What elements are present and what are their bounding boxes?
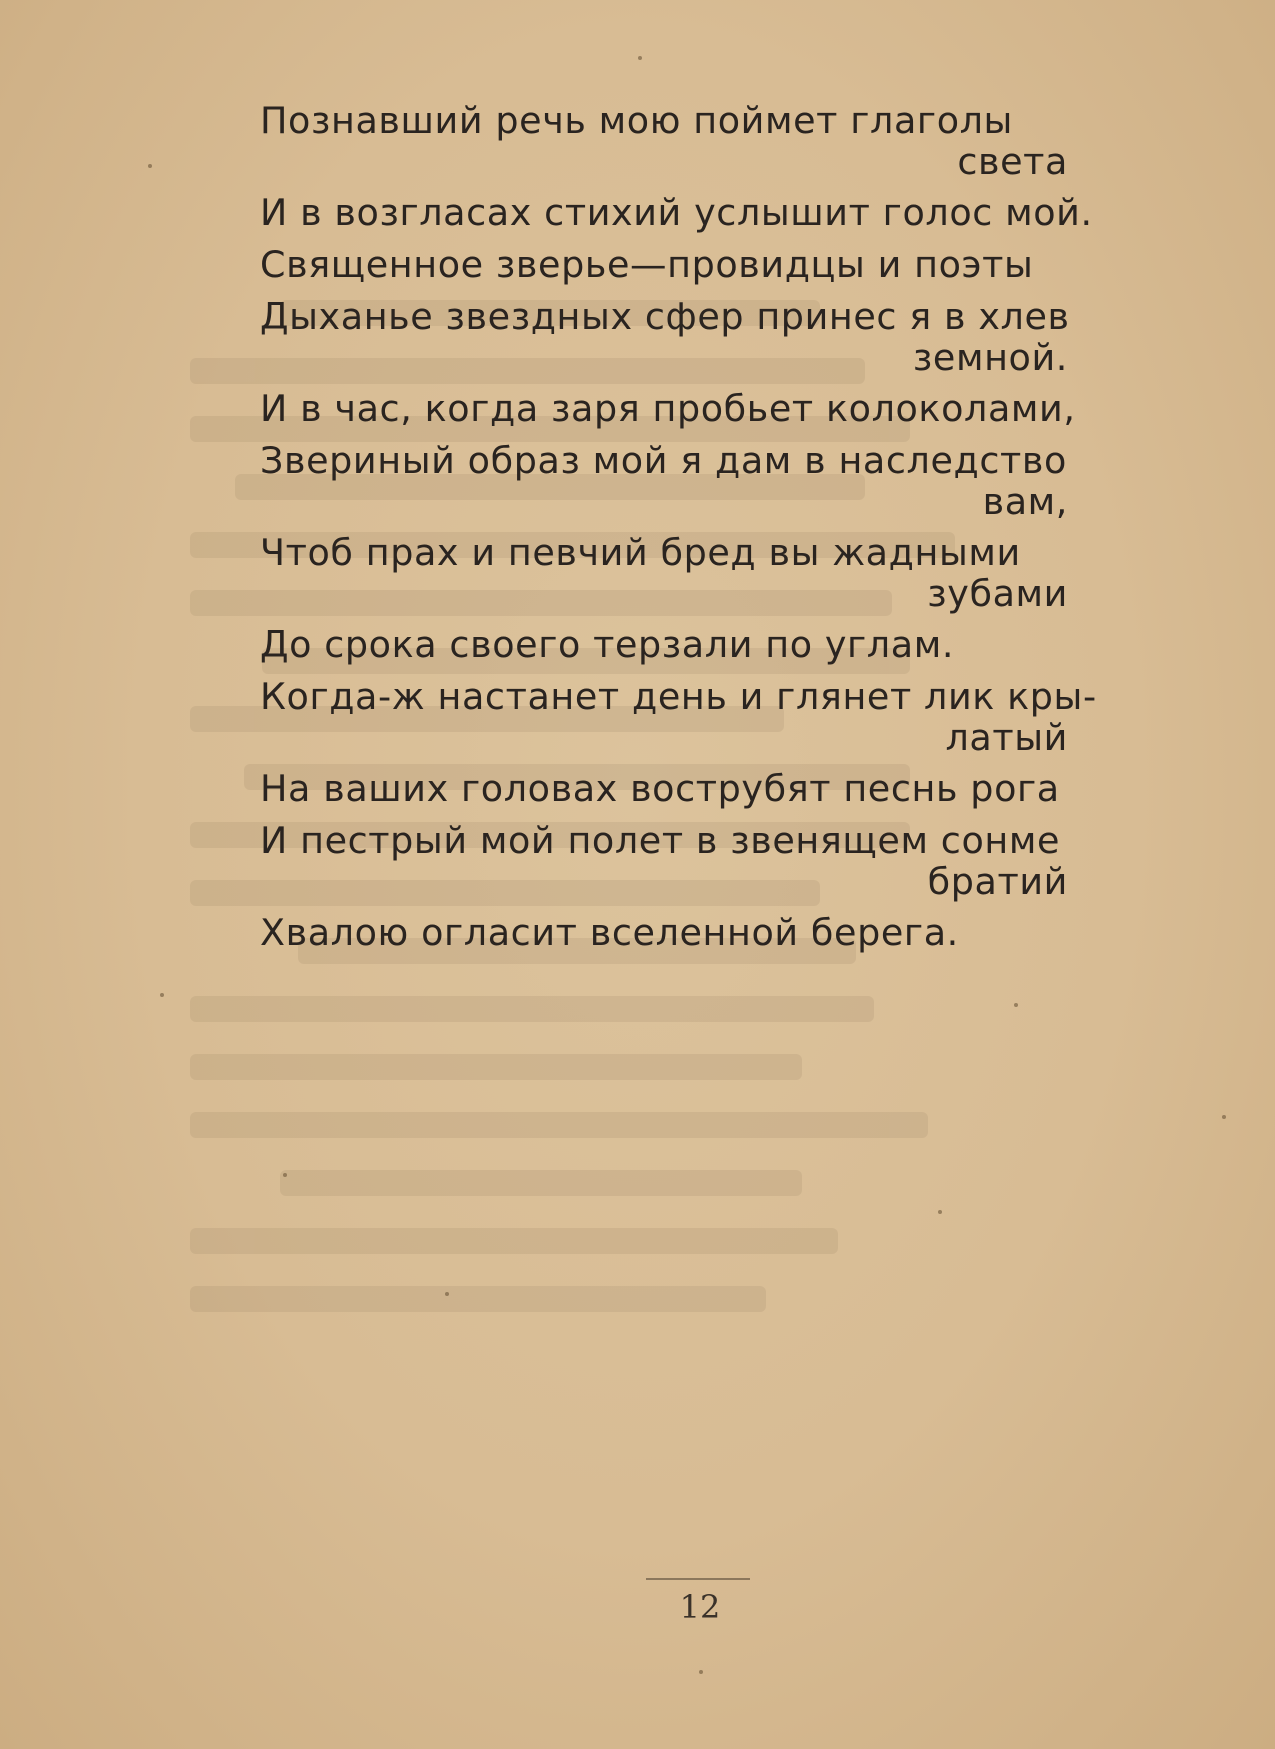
poem-line-text: И в возгласах стихий услышит голос мой. [260, 191, 1093, 234]
paper-speck [445, 1292, 449, 1296]
poem-line [260, 296, 1120, 378]
poem-line [260, 244, 1120, 286]
poem-line-text: Когда-ж настанет день и глянет лик кры- [260, 675, 1097, 718]
poem-text [260, 100, 1120, 964]
poem-line-text: Хвалою огласит вселенной берега. [260, 911, 959, 954]
poem-line [260, 820, 1120, 902]
poem-line [260, 768, 1120, 810]
poem-line [260, 192, 1120, 234]
poem-line-text: Дыханье звездных сфер принес я в хлев [260, 295, 1070, 338]
paper-speck [1222, 1115, 1226, 1119]
poem-line [260, 624, 1120, 666]
poem-line [260, 440, 1120, 522]
poem-line-continuation: братий [927, 860, 1068, 903]
poem-line [260, 100, 1120, 182]
paper-speck [638, 56, 642, 60]
poem-line [260, 676, 1120, 758]
poem-line-continuation: латый [945, 716, 1068, 759]
poem-line-text: И в час, когда заря пробьет колоколами, [260, 387, 1076, 430]
page-number-rule [646, 1578, 750, 1580]
paper-speck [1014, 1003, 1018, 1007]
poem-line-text: И пестрый мой полет в звенящем сонме [260, 819, 1061, 862]
paper-speck [699, 1670, 703, 1674]
poem-line-text: До срока своего терзали по углам. [260, 623, 955, 666]
paper-speck [283, 1173, 287, 1177]
poem-line-text: На ваших головах вострубят песнь рога [260, 767, 1060, 810]
poem-line-text: Звериный образ мой я дам в наследство [260, 439, 1067, 482]
page-number: 12 [679, 1588, 721, 1626]
poem-line-text: Чтоб прах и певчий бред вы жадными [260, 531, 1021, 574]
poem-line-continuation: зубами [927, 572, 1068, 615]
poem-line [260, 532, 1120, 614]
poem-line-continuation: вам, [982, 480, 1068, 523]
poem-line-continuation: земной. [912, 336, 1068, 379]
poem-line [260, 912, 1120, 954]
paper-speck [160, 993, 164, 997]
poem-line [260, 388, 1120, 430]
poem-line-text: Познавший речь мою поймет глаголы [260, 99, 1013, 142]
poem-line-text: Священное зверье—провидцы и поэты [260, 243, 1034, 286]
paper-speck [938, 1210, 942, 1214]
paper-speck [148, 164, 152, 168]
poem-line-continuation: света [957, 140, 1068, 183]
